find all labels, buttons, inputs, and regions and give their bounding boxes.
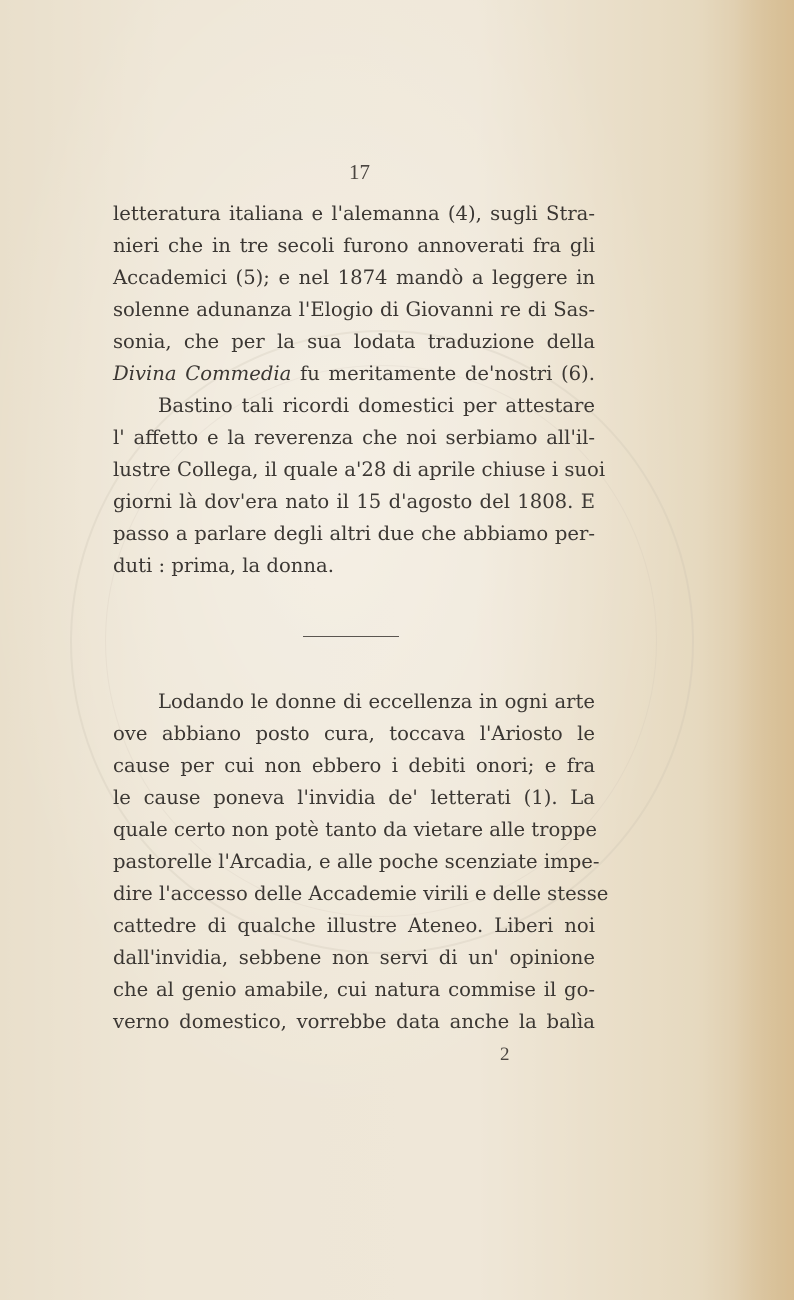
text-line: Accademici (5); e nel 1874 mandò a leggere in xyxy=(113,266,595,289)
text-line: l' affetto e la reverenza che noi serbiamo all'il- xyxy=(113,426,595,449)
italic-title: Divina Commedia xyxy=(113,362,292,385)
text-line: solenne adunanza l'Elogio di Giovanni re di Sas- xyxy=(113,298,595,321)
text-line: che al genio amabile, cui natura commise il go- xyxy=(113,978,595,1001)
signature-mark: 2 xyxy=(500,1044,510,1065)
text-line: duti : prima, la donna. xyxy=(113,554,334,577)
text-line: dall'invidia, sebbene non servi di un' opinione xyxy=(113,946,595,969)
paragraph-block-2 xyxy=(113,686,609,1038)
text-line: dire l'accesso delle Accademie virili e delle stesse xyxy=(113,882,609,905)
text-line: giorni là dov'era nato il 15 d'agosto del 1808. E xyxy=(113,490,595,513)
text-line: quale certo non potè tanto da vietare alle troppe xyxy=(113,818,598,841)
text-line: passo a parlare degli altri due che abbiamo per- xyxy=(113,522,595,545)
text-line: Lodando le donne di eccellenza in ogni arte xyxy=(158,690,595,713)
text-line: le cause poneva l'invidia de' letterati (1). La xyxy=(113,786,595,809)
text-line: lustre Collega, il quale a'28 di aprile chiuse i suoi xyxy=(113,458,606,481)
text-line-with-italic-title xyxy=(113,358,595,390)
text-line: sonia, che per la sua lodata traduzione della xyxy=(113,330,595,353)
paragraph-block-1 xyxy=(113,198,606,582)
text-line: letteratura italiana e l'alemanna (4), sugli Stra- xyxy=(113,202,595,225)
text-line: cattedre di qualche illustre Ateneo. Liberi noi xyxy=(113,914,595,937)
text-line: Bastino tali ricordi domestici per attestare xyxy=(158,394,595,417)
text-line: cause per cui non ebbero i debiti onori; e fra xyxy=(113,754,595,777)
section-separator-rule xyxy=(303,636,399,637)
page-number: 17 xyxy=(349,160,370,184)
text-line: verno domestico, vorrebbe data anche la balìa xyxy=(113,1010,595,1033)
text-line-rest: fu meritamente de'nostri (6). xyxy=(291,362,595,385)
text-line: ove abbiano posto cura, toccava l'Ariosto le xyxy=(113,722,595,745)
text-line: pastorelle l'Arcadia, e alle poche scenziate impe- xyxy=(113,850,600,873)
text-line: nieri che in tre secoli furono annoverati fra gli xyxy=(113,234,595,257)
